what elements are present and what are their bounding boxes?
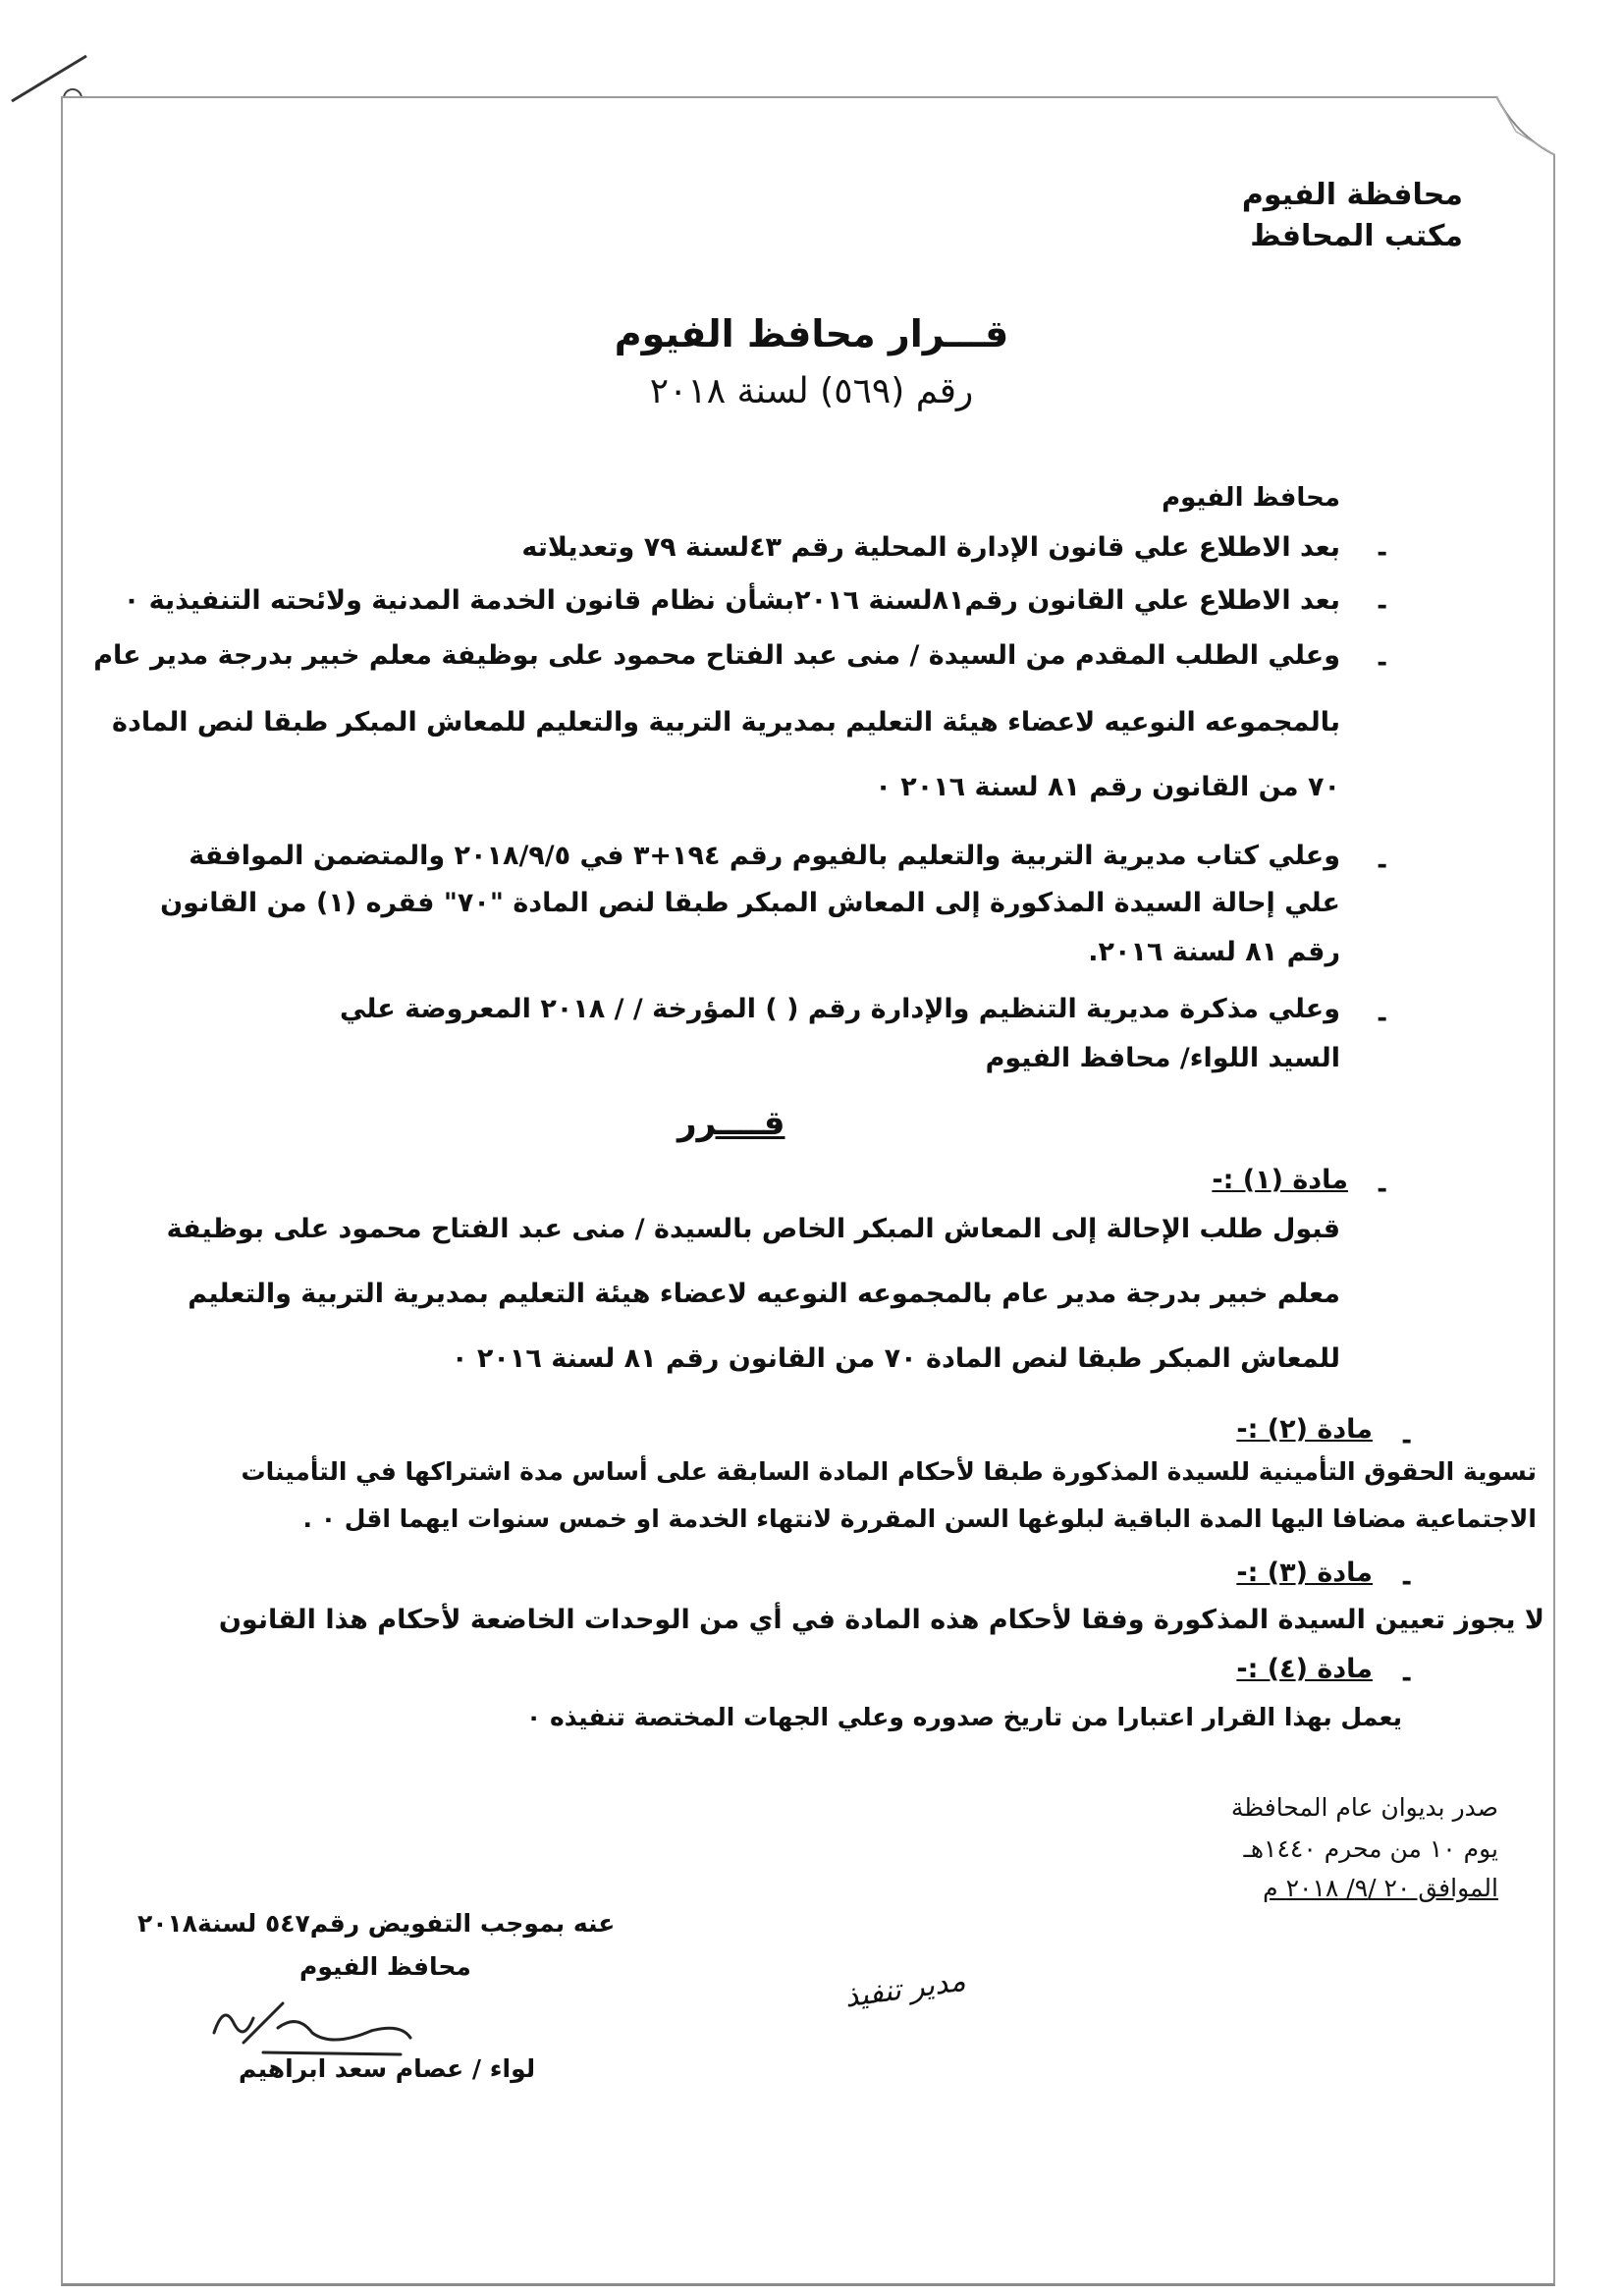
preamble-item: ٧٠ من القانون رقم ٨١ لسنة ٢٠١٦ ٠ [875, 772, 1340, 802]
decree-title: قـــرار محافظ الفيوم [614, 312, 1009, 355]
preamble-heading: محافظ الفيوم [1162, 483, 1340, 513]
bullet-icon: - [1401, 1567, 1412, 1597]
article-text: تسوية الحقوق التأمينية للسيدة المذكورة طبقا لأحكام المادة السابقة على أساس مدة اشتراكها في التأمينات [241, 1457, 1537, 1486]
bullet-icon: - [1377, 1175, 1387, 1204]
article-title: مادة (٢) :- [1236, 1414, 1373, 1445]
governor-signature [204, 1994, 420, 2062]
article-text: الاجتماعية مضافا اليها المدة الباقية لبلوغها السن المقررة لانتهاء الخدمة او خمس سنوات ايهما اقل ٠ . [302, 1504, 1537, 1533]
bullet-icon: - [1377, 538, 1387, 568]
issued-gregorian-date: الموافق ٢٠ /٩/ ٢٠١٨ م [1263, 1874, 1498, 1902]
delegation-title: محافظ الفيوم [299, 1952, 471, 1981]
handwritten-note: مدير تنفيذ [842, 1963, 968, 2015]
office-name: مكتب المحافظ [1250, 219, 1463, 253]
preamble-item: وعلي كتاب مديرية التربية والتعليم بالفيوم رقم ١٩٤+٣ في ٢٠١٨/٩/٥ والمتضمن الموافقة [189, 841, 1340, 871]
issued-hijri-date: يوم ١٠ من محرم ١٤٤٠هـ [1243, 1834, 1498, 1863]
decision-heading: قــــرر [677, 1104, 785, 1143]
article-title: مادة (٤) :- [1236, 1654, 1373, 1684]
bullet-icon: - [1401, 1664, 1412, 1693]
governorate-name: محافظة الفيوم [1241, 178, 1463, 212]
bullet-icon: - [1401, 1426, 1412, 1455]
decree-number: رقم (٥٦٩) لسنة ٢٠١٨ [649, 371, 974, 411]
article-title: مادة (١) :- [1212, 1165, 1348, 1195]
bullet-icon: - [1377, 1004, 1387, 1033]
preamble-item: بالمجموعه النوعيه لاعضاء هيئة التعليم بمديرية التربية والتعليم للمعاش المبكر طبقا لنص المادة [112, 707, 1340, 738]
preamble-item: وعلي مذكرة مديرية التنظيم والإدارة رقم ( ) المؤرخة / / ٢٠١٨ المعروضة علي [339, 994, 1340, 1024]
delegation-line: عنه بموجب التفويض رقم٥٤٧ لسنة٢٠١٨ [137, 1909, 616, 1938]
article-text: قبول طلب الإحالة إلى المعاش المبكر الخاص بالسيدة / منى عبد الفتاح محمود على بوظيفة [166, 1214, 1340, 1244]
bullet-icon: - [1377, 648, 1387, 678]
bullet-icon: - [1377, 591, 1387, 621]
preamble-item: رقم ٨١ لسنة ٢٠١٦. [1088, 937, 1340, 967]
article-text: يعمل بهذا القرار اعتبارا من تاريخ صدوره وعلي الجهات المختصة تنفيذه ٠ [525, 1703, 1402, 1731]
preamble-item: بعد الاطلاع علي القانون رقم٨١لسنة ٢٠١٦بشأن نظام قانون الخدمة المدنية ولائحته التنفيذية ٠ [123, 585, 1340, 616]
article-text: معلم خبير بدرجة مدير عام بالمجموعه النوعيه لاعضاء هيئة التعليم بمديرية التربية والتعليم [188, 1279, 1340, 1309]
folded-corner [1496, 96, 1555, 155]
signatory-name: لواء / عصام سعد ابراهيم [239, 2054, 536, 2083]
article-text: للمعاش المبكر طبقا لنص المادة ٧٠ من القانون رقم ٨١ لسنة ٢٠١٦ ٠ [451, 1343, 1340, 1374]
bullet-icon: - [1377, 850, 1387, 880]
preamble-item: وعلي الطلب المقدم من السيدة / منى عبد الفتاح محمود على بوظيفة معلم خبير بدرجة مدير عام [93, 640, 1340, 671]
letterhead [1242, 175, 1463, 257]
article-title: مادة (٣) :- [1236, 1558, 1373, 1588]
preamble-item: علي إحالة السيدة المذكورة إلى المعاش المبكر طبقا لنص المادة "٧٠" فقره (١) من القانون [160, 888, 1340, 918]
preamble-item: السيد اللواء/ محافظ الفيوم [985, 1043, 1340, 1073]
preamble-item: بعد الاطلاع علي قانون الإدارة المحلية رقم ٤٣لسنة ٧٩ وتعديلاته [521, 532, 1340, 563]
article-text: لا يجوز تعيين السيدة المذكورة وفقا لأحكام هذه المادة في أي من الوحدات الخاضعة لأحكام هذا القانون [218, 1605, 1544, 1635]
issued-line: صدر بديوان عام المحافظة [1230, 1793, 1498, 1822]
